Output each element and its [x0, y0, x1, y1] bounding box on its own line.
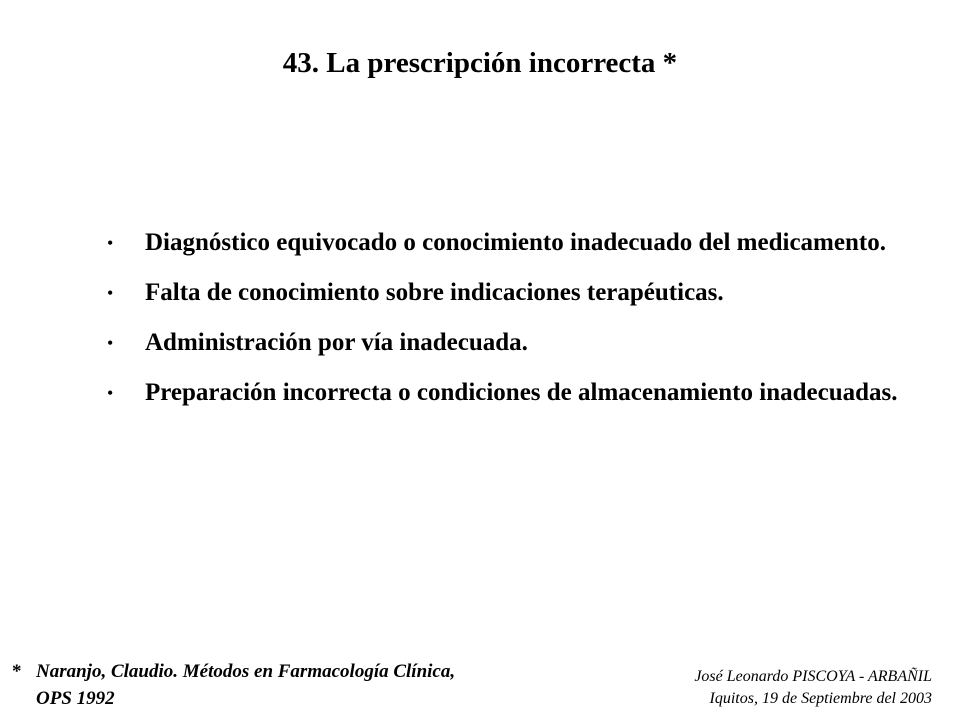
footnote-mark: *: [12, 661, 22, 682]
author-block: [572, 666, 932, 710]
bullet-icon: •: [107, 233, 114, 253]
bullet-text: Diagnóstico equivocado o conocimiento inadecuado del medicamento.: [145, 229, 886, 256]
bullet-item: [103, 273, 936, 313]
bullet-text: Preparación incorrecta o condiciones de almacenamiento inadecuadas.: [145, 379, 898, 406]
bullet-text: Falta de conocimiento sobre indicaciones terapéuticas.: [145, 279, 724, 306]
bullet-icon: •: [107, 283, 114, 303]
bullet-item: [103, 223, 936, 263]
bullet-icon: •: [107, 383, 114, 403]
bullet-text: Administración por vía inadecuada.: [145, 329, 528, 356]
bullet-item: [103, 373, 936, 413]
bullet-item: [103, 323, 936, 363]
author-name: José Leonardo PISCOYA - ARBAÑIL: [694, 668, 932, 685]
footnote: [12, 658, 482, 712]
bullet-list: [103, 223, 936, 423]
footnote-text: Naranjo, Claudio. Métodos en Farmacología Clínica, OPS 1992: [36, 661, 456, 709]
bullet-icon: •: [107, 333, 114, 353]
author-place-date: Iquitos, 19 de Septiembre del 2003: [709, 690, 932, 707]
slide-title: 43. La prescripción incorrecta *: [282, 47, 678, 79]
